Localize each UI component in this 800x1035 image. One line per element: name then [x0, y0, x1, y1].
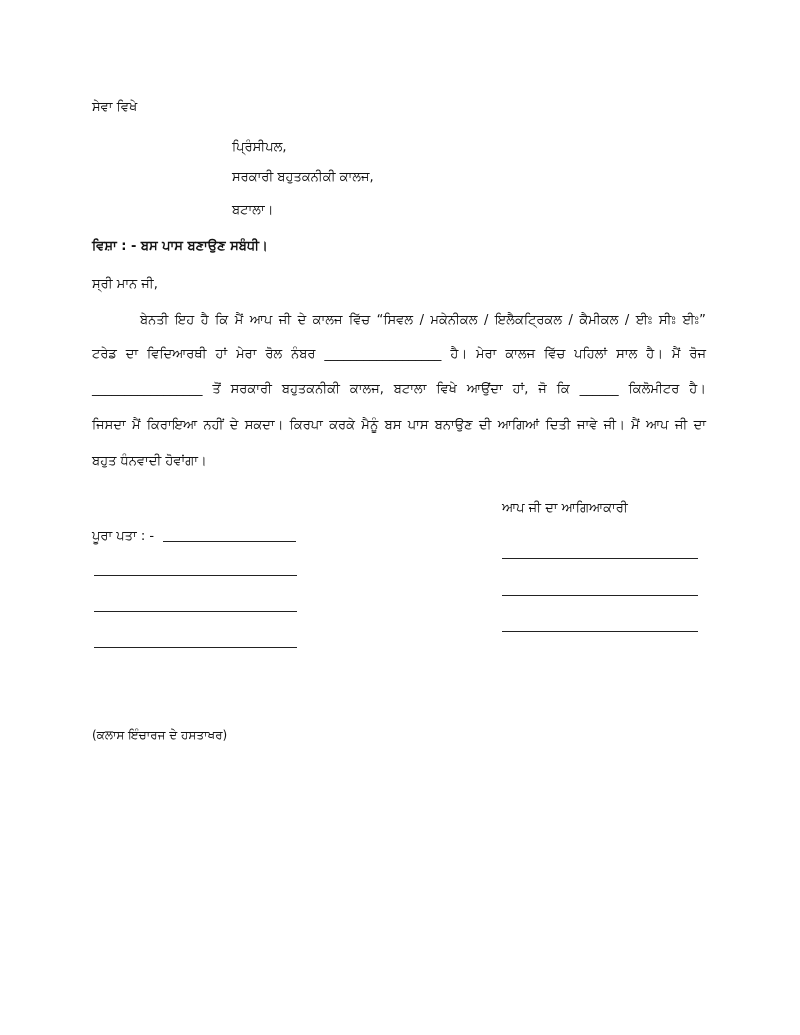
body-word: ਮੇਰਾ	[476, 347, 497, 362]
body-word: ਨਹੀਂ	[203, 418, 224, 433]
body-word: ਕੈਮੀਕਲ	[579, 313, 619, 328]
salutation-to: ਸੇਵਾ ਵਿਖੇ	[92, 100, 138, 115]
address-blank-line-1	[163, 541, 296, 542]
body-line-5: ਬਹੁਤ ਧੰਨਵਾਦੀ ਹੋਵਾਂਗਾ।	[92, 454, 207, 469]
body-word: ਈਃ	[635, 313, 653, 328]
address-line-principal: ਪ੍ਰਿੰਸੀਪਲ,	[232, 140, 287, 155]
body-word: ਹਾਂ	[215, 347, 228, 362]
signature-blank-line-3	[502, 631, 698, 632]
body-word: ਦਾ	[125, 347, 139, 362]
body-word: __________________	[324, 347, 442, 362]
body-word: ਦਿਤੀ	[545, 418, 571, 433]
body-word: ਆਗਿਆਂ	[497, 418, 540, 433]
body-word: ਕਾਲਜ,	[349, 382, 384, 397]
body-word: ਦੇ	[229, 418, 239, 433]
body-word: ਵਿਖੇ	[436, 382, 457, 397]
body-line-1	[140, 312, 706, 330]
body-word: ਪਹਿਲਾਂ	[574, 347, 608, 362]
body-word: ਕਿ	[556, 382, 570, 397]
body-word: ਬਨਾਉਣ	[434, 418, 473, 433]
body-word: ਸਾਲ	[616, 347, 638, 362]
body-word: ਹੈ।	[646, 347, 663, 362]
signature-blank-line-1	[502, 558, 698, 559]
subject-line: ਵਿਸ਼ਾ : - ਬਸ ਪਾਸ ਬਣਾਉਣ ਸਬੰਧੀ।	[92, 239, 268, 254]
body-word: ਬੇਨਤੀ	[140, 313, 169, 328]
body-word: ਵਿੱਚ	[544, 347, 566, 362]
body-word: ਮਕੇਨੀਕਲ	[430, 313, 478, 328]
body-word: ਜੀ	[278, 313, 292, 328]
body-line-2	[92, 346, 706, 364]
body-word: ਮੈਂ	[631, 418, 640, 433]
closing-text: ਆਪ ਜੀ ਦਾ ਆਗਿਆਕਾਰੀ	[502, 501, 628, 516]
body-word: ਮੈਂ	[671, 347, 681, 362]
body-word: ਵਿੱਚ	[349, 313, 371, 328]
body-word: ______	[579, 382, 619, 397]
body-word: ਮੈਨੂੰ	[361, 418, 379, 433]
body-word: ਵਿਦਿਆਰਥੀ	[147, 347, 207, 362]
address-line-college: ਸਰਕਾਰੀ ਬਹੁਤਕਨੀਕੀ ਕਾਲਜ,	[232, 170, 374, 185]
body-word: ਸਰਕਾਰੀ	[230, 382, 272, 397]
body-word: ਹੈ।	[450, 347, 468, 362]
body-word: ਕਿ	[215, 313, 229, 328]
body-word: ਬਹੁਤਕਨੀਕੀ	[281, 382, 340, 397]
body-word: ਸੀਃ	[658, 313, 676, 328]
class-incharge-signature: (ਕਲਾਸ ਇੰਚਾਰਜ ਦੇ ਹਸਤਾਖਰ)	[92, 728, 228, 742]
body-word: ਰੋਲ	[265, 347, 283, 362]
body-word: ਆਪ	[646, 418, 669, 433]
body-word: ਬਸ	[384, 418, 402, 433]
body-word: ਇਹ	[174, 313, 195, 328]
body-word: ਮੈਂ	[234, 313, 244, 328]
body-word: ਮੇਰਾ	[236, 347, 257, 362]
address-line-city: ਬਟਾਲਾ।	[232, 203, 274, 218]
body-word: /	[624, 313, 630, 328]
body-word: ਜਾਵੇ	[577, 418, 598, 433]
body-word: /	[419, 313, 424, 328]
body-line-4	[92, 417, 706, 435]
body-word: ਕਰਕੇ	[329, 418, 355, 433]
body-word: ਤੋਂ	[212, 382, 221, 397]
body-word: ਜੋ	[538, 382, 547, 397]
body-word: ਹਾਂ,	[512, 382, 529, 397]
body-word: /	[484, 313, 489, 328]
body-word: ਦੇ	[297, 313, 307, 328]
body-word: /	[568, 313, 573, 328]
signature-blank-line-2	[502, 595, 698, 596]
body-word: ਨੰਬਰ	[291, 347, 316, 362]
body-word: ਟਰੇਡ	[92, 347, 117, 362]
address-blank-line-4	[94, 647, 297, 648]
body-word: ਜੀ।	[603, 418, 625, 433]
address-blank-line-2	[94, 575, 297, 576]
body-word: ਜੀ	[674, 418, 688, 433]
body-word: ਕਾਲਜ	[312, 313, 343, 328]
body-word: ਬਟਾਲਾ	[393, 382, 427, 397]
body-word: ਮੈਂ	[131, 418, 141, 433]
body-word: ਦੀ	[478, 418, 492, 433]
greeting: ਸ੍ਰੀ ਮਾਨ ਜੀ,	[92, 277, 158, 292]
body-word: “ਸਿਵਲ	[376, 313, 414, 328]
body-line-3	[92, 381, 706, 399]
body-word: _________________	[92, 382, 203, 397]
body-word: ਕਿਰਾਇਆ	[146, 418, 198, 433]
body-word: ਇਲੈਕਟ੍ਰਿਕਲ	[494, 313, 563, 328]
body-word: ਦਾ	[693, 418, 706, 433]
body-word: ਪਾਸ	[407, 418, 429, 433]
body-word: ਹੈ।	[689, 382, 706, 397]
body-word: ਈਃ”	[682, 313, 706, 328]
body-word: ਕਿਰਪਾ	[289, 418, 323, 433]
body-word: ਹੈ	[200, 313, 209, 328]
body-word: ਜਿਸਦਾ	[92, 418, 126, 433]
body-word: ਆਉਂਦਾ	[466, 382, 503, 397]
full-address-label: ਪੂਰਾ ਪਤਾ : -	[92, 529, 155, 544]
body-word: ਸਕਦਾ।	[244, 418, 284, 433]
body-word: ਕਾਲਜ	[505, 347, 536, 362]
address-blank-line-3	[94, 611, 297, 612]
body-word: ਰੋਜ	[689, 347, 706, 362]
body-word: ਕਿਲੋਮੀਟਰ	[628, 382, 680, 397]
body-word: ਆਪ	[249, 313, 273, 328]
